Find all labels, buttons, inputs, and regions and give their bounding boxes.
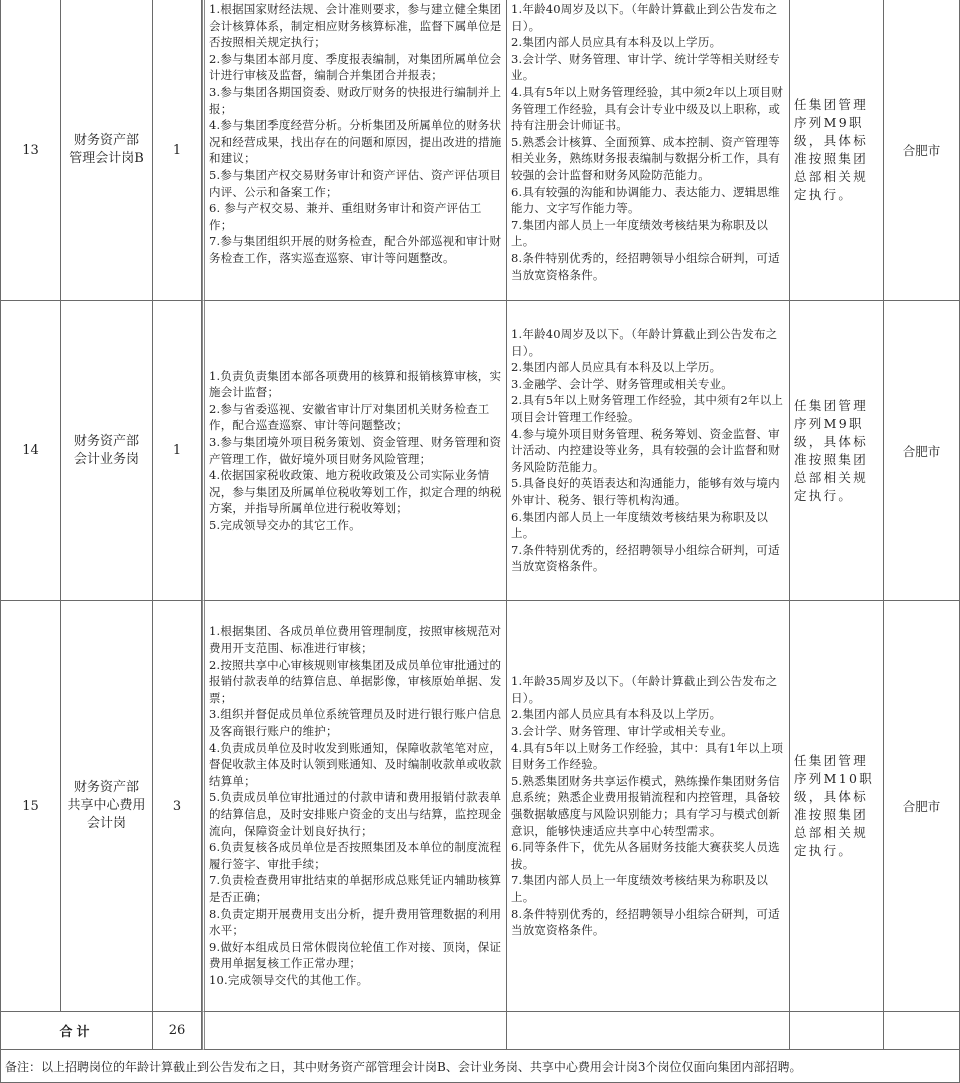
duty-item: 6.负责复核各成员单位是否按照集团及本单位的制度流程履行签字、审批手续； [209, 840, 502, 871]
row-15-count [153, 601, 202, 1012]
row-number-text: 14 [22, 443, 39, 458]
duty-item: 2.按照共享中心审核规则审核集团及成员单位审批通过的报销付款表单的结算信息、单据影像，审核原始单据、发票； [209, 657, 502, 705]
row-14-requirements [507, 301, 790, 601]
position-line: 会计岗 [86, 816, 126, 831]
count-text: 1 [172, 142, 182, 158]
requirement-item: 2.集团内部人员应具有本科及以上学历。 [511, 707, 722, 722]
requirement-item: 5.熟悉集团财务共享运作模式，熟练操作集团财务信息系统；熟悉企业费用报销流程和内控管理，具备较强数据敏感度与风险识别能力；具有学习与模式创新意识，能够快速适应共享中心转型需求。 [511, 773, 781, 838]
row-13-number [0, 0, 61, 301]
row-15-duties [202, 601, 507, 1012]
position-line: 财务资产部 [73, 133, 139, 148]
duty-item: 3.参与集团境外项目税务策划、资金管理、财务管理和资产管理工作，做好境外项目财务风险管理； [209, 434, 502, 466]
requirement-item: 1.年龄40周岁及以下。（年龄计算截止到公告发布之日）。 [511, 327, 778, 358]
location-text: 合肥市 [902, 799, 941, 814]
row-14-number [0, 301, 61, 601]
requirement-item: 7.集团内部人员上一年度绩效考核结果为称职及以上。 [511, 873, 769, 904]
total-duties-empty [202, 1012, 507, 1050]
row-15-level [790, 601, 884, 1012]
duty-item: 6. 参与产权交易、兼并、重组财务审计和资产评估工作； [209, 201, 482, 232]
duty-item: 9.做好本组成员日常休假岗位轮值工作对接、顶岗，保证费用单据复核工作正常办理； [209, 939, 502, 971]
position-line: 管理会计岗B [69, 151, 144, 166]
requirement-item: 1.年龄40周岁及以下。（年龄计算截止到公告发布之日）。 [511, 2, 778, 33]
requirement-item: 1.年龄35周岁及以下。（年龄计算截止到公告发布之日）。 [511, 674, 778, 705]
requirement-item: 5.熟悉会计核算、全面预算、成本控制、资产管理等相关业务，熟练财务报表编制与数据分析工作，具有较强的会计监督和财务风险防范能力。 [511, 134, 781, 182]
requirement-item: 4.具有5年以上财务管理经验，其中须2年以上项目财务管理工作经验，具有会计专业中级及以上职称，或持有注册会计师证书。 [511, 84, 784, 133]
row-15-position [61, 601, 153, 1012]
location-text: 合肥市 [902, 143, 941, 158]
level-text: 任集团管理序列M9职级，具体标准按照集团总部相关规定执行。 [794, 97, 869, 202]
duty-item: 4.负责成员单位及时收发到账通知，保障收款笔笔对应，督促收款主体及时认领到账通知、及时编制收款单或收款结算单； [209, 740, 502, 788]
position-line: 共享中心费用 [67, 798, 146, 813]
requirement-item: 3.会计学、财务管理、审计学或相关专业。 [511, 724, 733, 739]
duty-item: 3.参与集团各期国资委、财政厅财务的快报进行编制并上报； [209, 84, 502, 116]
row-14-level [790, 301, 884, 601]
total-count-text: 26 [168, 1023, 186, 1038]
duty-item: 5.负责成员单位审批通过的付款申请和费用报销付款表单的结算信息，及时安排账户资金的支出与结算，监控现金流向，保障资金计划良好执行； [209, 790, 502, 838]
requirement-item: 3.会计学、财务管理、审计学、统计学等相关财经专业。 [511, 51, 780, 83]
requirement-item: 2.集团内部人员应具有本科及以上学历。 [511, 35, 722, 50]
count-text: 1 [172, 443, 182, 458]
requirement-item: 6.集团内部人员上一年度绩效考核结果为称职及以上。 [511, 509, 769, 541]
row-number-text: 13 [22, 142, 39, 158]
total-requirements-empty [507, 1012, 790, 1050]
requirement-item: 7.集团内部人员上一年度绩效考核结果为称职及以上。 [511, 217, 769, 249]
level-text: 任集团管理序列M9职级，具体标准按照集团总部相关规定执行。 [794, 397, 869, 503]
requirement-item: 6.具有较强的沟能和协调能力、表达能力、逻辑思维能力、文字写作能力等。 [511, 184, 780, 216]
footnote [0, 1050, 960, 1083]
row-13-position [61, 0, 153, 301]
row-14-duties [202, 301, 507, 601]
duty-item: 1.负责负责集团本部各项费用的核算和报销核算审核，实施会计监督； [209, 368, 502, 400]
row-15-requirements [507, 601, 790, 1012]
requirement-item: 7.条件特别优秀的，经招聘领导小组综合研判，可适当放宽资格条件。 [511, 542, 780, 574]
duty-item: 10.完成领导交代的其他工作。 [209, 972, 369, 987]
requirement-item: 6.同等条件下，优先从各届财务技能大赛获奖人员选拔。 [511, 840, 780, 871]
row-number-text: 15 [22, 798, 39, 814]
requirement-item: 3.金融学、会计学、财务管理或相关专业。 [511, 376, 733, 391]
duty-item: 2.参与省委巡视、安徽省审计厅对集团机关财务检查工作，配合巡查巡察、审计等问题整改； [209, 401, 490, 433]
row-15-location [884, 601, 960, 1012]
duty-item: 5.参与集团产权交易财务审计和资产评估、资产评估项目内评、公示和备案工作； [209, 167, 502, 199]
row-14-count [153, 301, 202, 601]
count-text: 3 [172, 798, 182, 814]
total-level-empty [790, 1012, 884, 1050]
duty-item: 8.负责定期开展费用支出分析，提升费用管理数据的利用水平； [209, 906, 502, 938]
location-text: 合肥市 [902, 443, 941, 459]
total-label-text: 合计 [59, 1025, 94, 1040]
position-line: 会计业务岗 [73, 451, 139, 467]
requirement-item: 5.具备良好的英语表达和沟通能力，能够有效与境内外审计、税务、银行等机构沟通。 [511, 476, 780, 507]
row-13-duties [202, 0, 507, 301]
duty-item: 3.组织并督促成员单位系统管理员及时进行银行账户信息及客商银行账户的维护； [209, 707, 502, 739]
row-13-requirements [507, 0, 790, 301]
row-13-level [790, 0, 884, 301]
requirement-item: 8.条件特别优秀的，经招聘领导小组综合研判，可适当放宽资格条件。 [511, 250, 780, 282]
position-line: 财务资产部 [73, 780, 139, 795]
total-label [0, 1012, 153, 1050]
requirement-item: 2.具有5年以上财务管理工作经验，其中须有2年以上项目会计管理工作经验。 [511, 393, 784, 425]
duty-item: 5.完成领导交办的其它工作。 [209, 517, 361, 532]
footnote-text: 备注：以上招聘岗位的年龄计算截止到公告发布之日，其中财务资产部管理会计岗B、会计业务岗、共享中心费用会计岗3个岗位仅面向集团内部招聘。 [5, 1059, 802, 1074]
duty-item: 2.参与集团本部月度、季度报表编制，对集团所属单位会计进行审核及监督，编制合并集团合并报表； [209, 51, 502, 83]
position-line: 财务资产部 [73, 433, 139, 449]
total-location-empty [884, 1012, 960, 1050]
row-14-location [884, 301, 960, 601]
requirement-item: 2.集团内部人员应具有本科及以上学历。 [511, 360, 722, 375]
duty-item: 4.依据国家税收政策、地方税收政策及公司实际业务情况，参与集团及所属单位税收筹划工作，拟定合理的纳税方案，并指导所属单位进行税收筹划； [209, 468, 502, 516]
row-14-position [61, 301, 153, 601]
duty-item: 7.参与集团组织开展的财务检查，配合外部巡视和审计财务检查工作，落实巡查巡察、审计等问题整改。 [209, 234, 502, 265]
duty-item: 7.负责检查费用审批结束的单据形成总账凭证内辅助核算是否正确； [209, 873, 502, 904]
requirement-item: 8.条件特别优秀的，经招聘领导小组综合研判，可适当放宽资格条件。 [511, 906, 780, 938]
row-13-count [153, 0, 202, 301]
level-text: 任集团管理序列M10职级，具体标准按照集团总部相关规定执行。 [794, 753, 875, 858]
duty-item: 1.根据集团、各成员单位费用管理制度，按照审核规范对费用开支范围、标准进行审核； [209, 624, 502, 656]
duty-item: 1.根据国家财经法规、会计准则要求，参与建立健全集团会计核算体系，制定相应财务核算标准，监督下属单位是否按照相关规定执行； [209, 2, 502, 50]
total-count [153, 1012, 202, 1050]
row-15-number [0, 601, 61, 1012]
requirement-item: 4.具有5年以上财务工作经验，其中：具有1年以上项目财务工作经验。 [511, 740, 784, 772]
requirement-item: 4.参与境外项目财务管理、税务筹划、资金监督、审计活动、内控建设等业务，具有较强的会计监督和财务风险防范能力。 [511, 426, 781, 474]
row-13-location [884, 0, 960, 301]
duty-item: 4.参与集团季度经营分析。分析集团及所属单位的财务状况和经营成果，找出存在的问题和原因，提出改进的措施和建议； [209, 118, 502, 166]
